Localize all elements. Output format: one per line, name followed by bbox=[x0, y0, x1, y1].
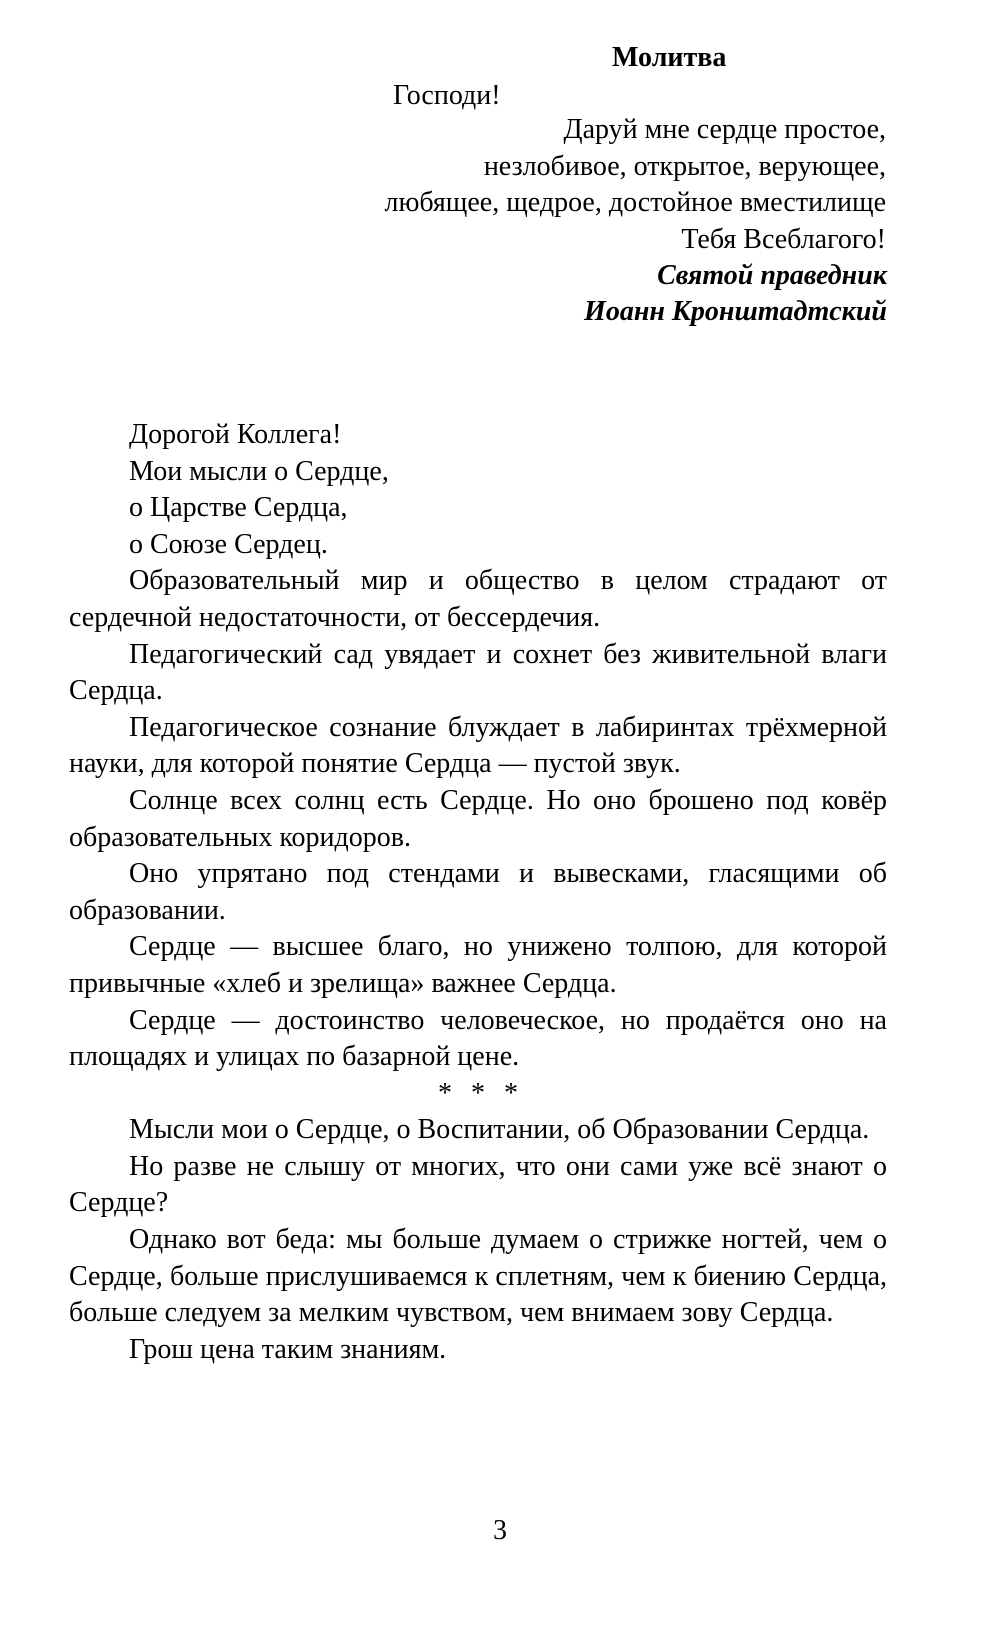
paragraph: Однако вот беда: мы больше думаем о стрижке ногтей, чем о Сердце, больше прислушиваемся к сплетням, чем к биению Сердца, больше следуем за мелким чувством, чем внимаем зову Сердца. bbox=[69, 1224, 887, 1329]
prayer-attribution bbox=[584, 258, 887, 330]
prayer-body bbox=[384, 112, 886, 258]
paragraph: Солнце всех солнц есть Сердце. Но оно брошено под ковёр образовательных коридоров. bbox=[69, 784, 887, 853]
paragraph: Сердце — достоинство человеческое, но продаётся оно на площадях и улицах по базарной цене. bbox=[69, 1004, 887, 1073]
attribution-line: Иоанн Кронштадтский bbox=[584, 296, 887, 327]
paragraph: Педагогический сад увядает и сохнет без живительной влаги Сердца. bbox=[69, 638, 887, 707]
page-number: 3 bbox=[493, 1515, 507, 1546]
letter-intro-line: о Союзе Сердец. bbox=[129, 528, 328, 560]
paragraph: Грош цена таким знаниям. bbox=[129, 1333, 447, 1365]
paragraph: Педагогическое сознание блуждает в лабиринтах трёхмерной науки, для которой понятие Сердца — пустой звук. bbox=[69, 711, 887, 780]
section-divider: * * * bbox=[438, 1077, 524, 1109]
letter-intro-line: Мои мысли о Сердце, bbox=[129, 455, 389, 487]
paragraph: Сердце — высшее благо, но унижено толпою, для которой привычные «хлеб и зрелища» важнее Сердца. bbox=[69, 931, 887, 999]
letter-intro-line: о Царстве Сердца, bbox=[129, 492, 348, 524]
prayer-line: любящее, щедрое, достойное вместилище bbox=[384, 187, 886, 218]
paragraph: Мысли мои о Сердце, о Воспитании, об Образовании Сердца. bbox=[129, 1114, 870, 1146]
prayer-line: Даруй мне сердце простое, bbox=[563, 114, 886, 145]
paragraph: Но разве не слышу от многих, что они сами уже всё знают о Сердце? bbox=[69, 1150, 887, 1219]
letter-greeting: Дорогой Коллега! bbox=[129, 419, 342, 450]
paragraph: Образовательный мир и общество в целом страдают от сердечной недостаточности, от бессердечия. bbox=[69, 565, 887, 633]
prayer-line: незлобивое, открытое, верующее, bbox=[483, 150, 886, 182]
attribution-line: Святой праведник bbox=[657, 260, 887, 291]
letter-body bbox=[69, 417, 887, 1368]
paragraph: Оно упрятано под стендами и вывесками, гласящими об образовании. bbox=[69, 858, 887, 926]
prayer-title: Молитва bbox=[612, 42, 727, 73]
prayer-address: Господи! bbox=[393, 80, 501, 111]
prayer-line: Тебя Всеблагого! bbox=[681, 223, 886, 255]
